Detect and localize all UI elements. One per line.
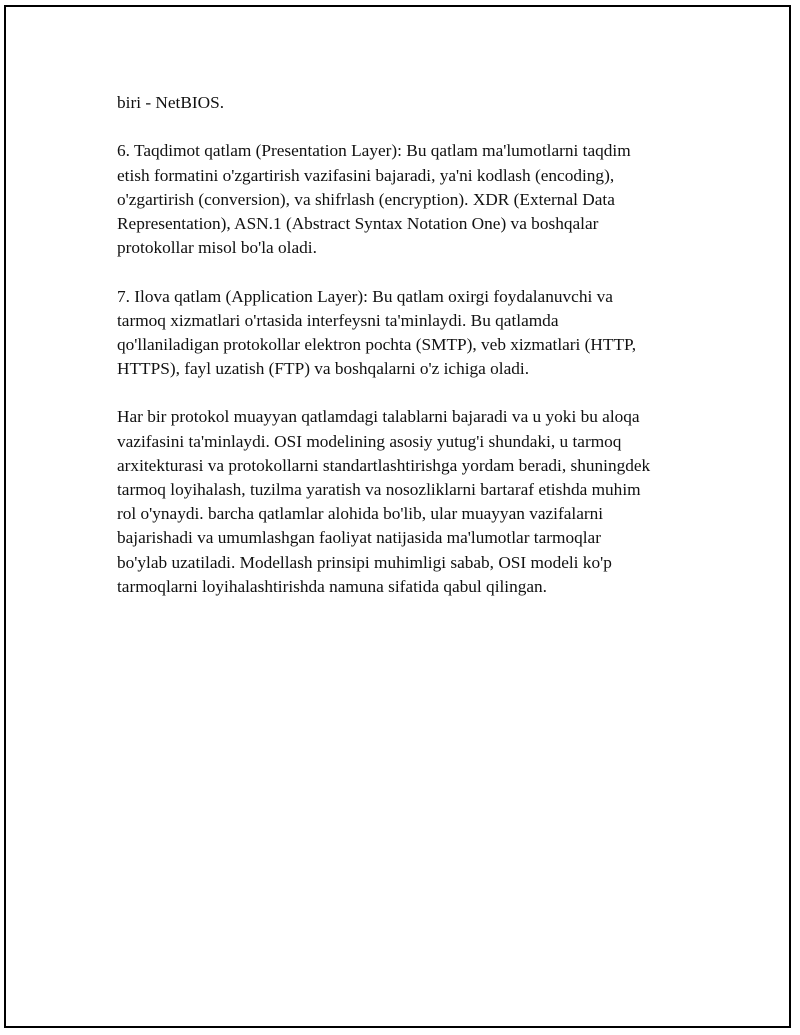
text-line: tarmoq xizmatlari o'rtasida interfeysni ta'minlaydi. Bu qatlamda bbox=[117, 310, 559, 330]
text-line: 6. Taqdimot qatlam (Presentation Layer): Bu qatlam ma'lumotlarni taqdim bbox=[117, 141, 631, 161]
text-line: etish formatini o'zgartirish vazifasini bajaradi, ya'ni kodlash (encoding), bbox=[117, 165, 615, 185]
text-line: bo'ylab uzatiladi. Modellash prinsipi muhimligi sabab, OSI modeli ko'p bbox=[117, 552, 612, 572]
text-line: qo'llaniladigan protokollar elektron pochta (SMTP), veb xizmatlari (HTTP, bbox=[117, 334, 637, 354]
text-line: bajarishadi va umumlashgan faoliyat natijasida ma'lumotlar tarmoqlar bbox=[117, 528, 601, 548]
text-line: protokollar misol bo'la oladi. bbox=[117, 238, 317, 258]
text-line: Har bir protokol muayyan qatlamdagi talablarni bajaradi va u yoki bu aloqa bbox=[117, 407, 640, 427]
text-line: biri - NetBIOS. bbox=[117, 93, 225, 112]
text-line: tarmoqlarni loyihalashtirishda namuna sifatida qabul qilingan. bbox=[117, 576, 548, 596]
paragraph-presentation-layer bbox=[117, 139, 702, 260]
text-line: rol o'ynaydi. barcha qatlamlar alohida bo'lib, ular muayyan vazifalarni bbox=[117, 504, 604, 524]
paragraph-continuation bbox=[117, 91, 702, 115]
text-line: 7. Ilova qatlam (Application Layer): Bu qatlam oxirgi foydalanuvchi va bbox=[117, 286, 613, 306]
text-line: tarmoq loyihalash, tuzilma yaratish va nosozliklarni bartaraf etishda muhim bbox=[117, 480, 641, 499]
text-line: arxitekturasi va protokollarni standartlashtirishga yordam beradi, shuningdek bbox=[117, 455, 651, 475]
text-line: o'zgartirish (conversion), va shifrlash (encryption). XDR (External Data bbox=[117, 189, 615, 209]
text-line: HTTPS), fayl uzatish (FTP) va boshqalarni o'z ichiga oladi. bbox=[117, 359, 530, 379]
document-body bbox=[117, 91, 702, 623]
text-line: Representation), ASN.1 (Abstract Syntax Notation One) va boshqalar bbox=[117, 213, 599, 233]
paragraph-application-layer bbox=[117, 285, 702, 382]
paragraph-summary bbox=[117, 405, 702, 599]
text-line: vazifasini ta'minlaydi. OSI modelining asosiy yutug'i shundaki, u tarmoq bbox=[117, 431, 622, 451]
